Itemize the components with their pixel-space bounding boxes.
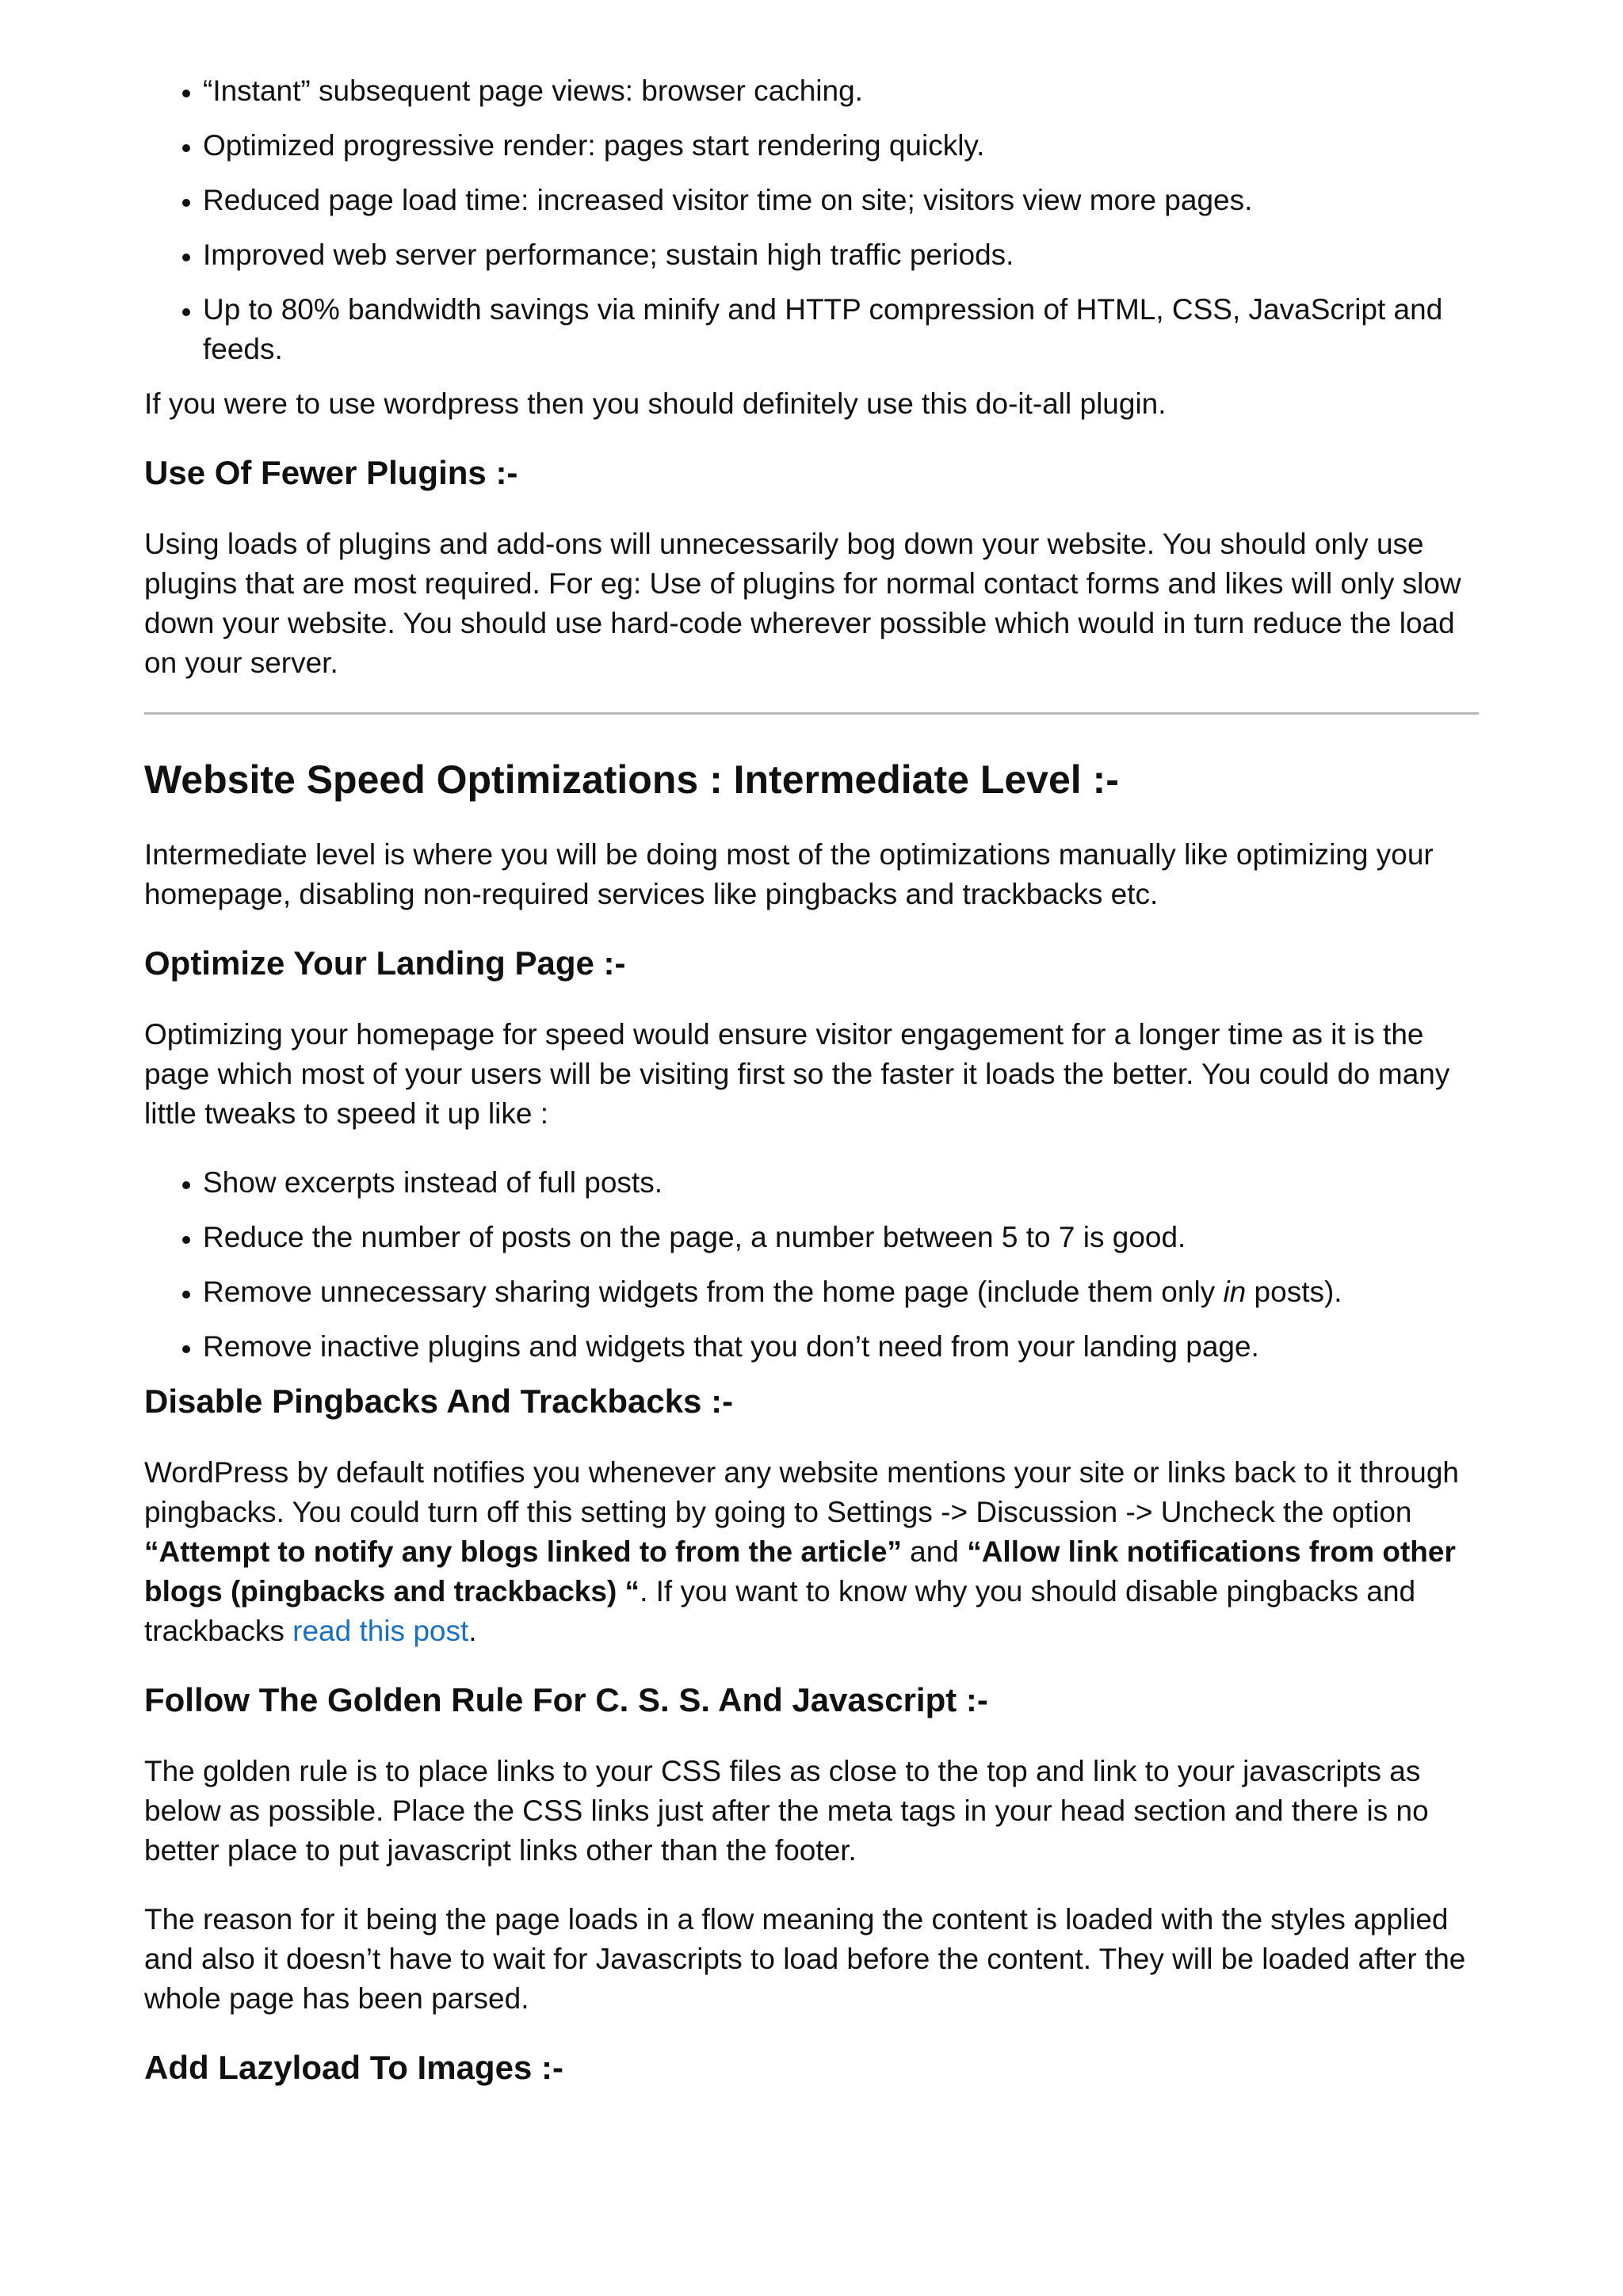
pingbacks-text-part: and	[901, 1535, 968, 1568]
list-item: • Reduce the number of posts on the page, a number between 5 to 7 is good.	[203, 1218, 1479, 1257]
list-item-text: Remove unnecessary sharing widgets from the home page (include them only	[203, 1276, 1224, 1308]
list-item: • Up to 80% bandwidth savings via minify and HTTP compression of HTML, CSS, JavaScript and feeds.	[203, 290, 1479, 369]
article-body	[144, 71, 1479, 2119]
emphasis-text: in	[1223, 1276, 1247, 1308]
option-name-allow-notifications: “Allow link notifications from other blogs (pingbacks and trackbacks) “	[144, 1535, 1456, 1608]
intermediate-text: Intermediate level is where you will be doing most of the optimizations manually like optimizing your homepage, disabling non-required services like pingbacks and trackbacks etc.	[144, 838, 1434, 910]
list-item: • “Instant” subsequent page views: browser caching.	[203, 71, 1479, 111]
intermediate-heading: Website Speed Optimizations : Intermediate Level :-	[144, 757, 1119, 802]
pingbacks-heading: Disable Pingbacks And Trackbacks :-	[144, 1383, 734, 1420]
fewer-plugins-text: Using loads of plugins and add-ons will unnecessarily bog down your website. You should only use plugins that are most required. For eg: Use of plugins for normal contact forms and likes will only slow down your website. You should use hard-code wherever possible which would in turn reduce the load on your server.	[144, 528, 1461, 679]
intro-paragraph: If you were to use wordpress then you should definitely use this do-it-all plugin.	[144, 387, 1167, 420]
pingbacks-text-part: . If you want to know why you should disable pingbacks and trackbacks	[144, 1575, 1416, 1647]
read-this-post-link[interactable]: read this post	[292, 1615, 469, 1647]
feature-list	[144, 71, 1479, 369]
fewer-plugins-heading: Use Of Fewer Plugins :-	[144, 454, 518, 491]
lazyload-heading: Add Lazyload To Images :-	[144, 2049, 563, 2086]
list-item: • Reduced page load time: increased visitor time on site; visitors view more pages.	[203, 181, 1479, 220]
pingbacks-text-part: WordPress by default notifies you whenever any website mentions your site or links back to it through pingbacks. You could turn off this setting by going to Settings -> Discussion -> Uncheck the option	[144, 1456, 1459, 1528]
section-divider	[144, 712, 1479, 715]
pingbacks-text-part: .	[468, 1615, 477, 1647]
list-item: • Optimized progressive render: pages start rendering quickly.	[203, 126, 1479, 166]
list-item	[203, 1272, 1479, 1312]
list-item: • Show excerpts instead of full posts.	[203, 1163, 1479, 1203]
list-item-text: posts).	[1246, 1276, 1342, 1308]
landing-page-tips-list	[144, 1163, 1479, 1367]
pingbacks-text	[144, 1453, 1479, 1651]
list-item: • Remove inactive plugins and widgets that you don’t need from your landing page.	[203, 1327, 1479, 1367]
landing-page-heading: Optimize Your Landing Page :-	[144, 944, 626, 982]
golden-rule-heading: Follow The Golden Rule For C. S. S. And Javascript :-	[144, 1681, 988, 1718]
list-item: • Improved web server performance; sustain high traffic periods.	[203, 235, 1479, 275]
landing-page-text: Optimizing your homepage for speed would ensure visitor engagement for a longer time as it is the page which most of your users will be visiting first so the faster it loads the better. You could do many little tweaks to speed it up like :	[144, 1018, 1450, 1130]
golden-rule-text-2: The reason for it being the page loads in a flow meaning the content is loaded with the styles applied and also it doesn’t have to wait for Javascripts to load before the content. They will be loaded after the whole page has been parsed.	[144, 1903, 1466, 2015]
golden-rule-text-1: The golden rule is to place links to your CSS files as close to the top and link to your javascripts as below as possible. Place the CSS links just after the meta tags in your head section and there is no better place to put javascript links other than the footer.	[144, 1755, 1429, 1867]
option-name-notify: “Attempt to notify any blogs linked to from the article”	[144, 1535, 902, 1568]
